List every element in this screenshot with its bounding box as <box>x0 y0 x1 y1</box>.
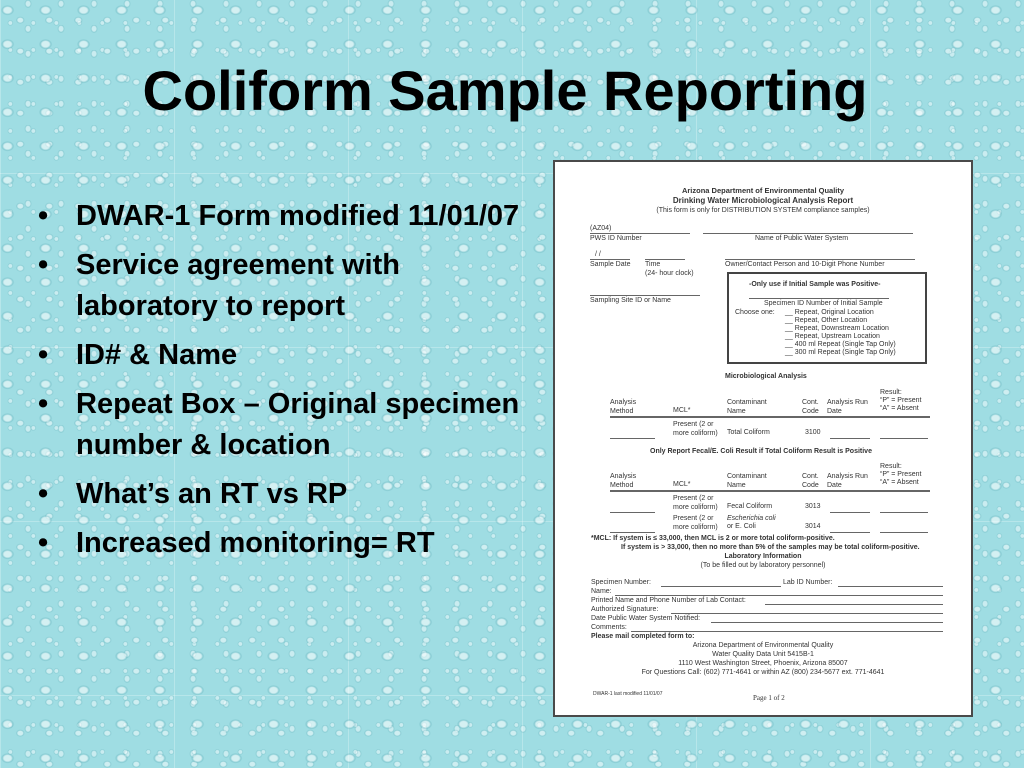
form-code-3100: 3100 <box>805 429 821 436</box>
form-site-label: Sampling Site ID or Name <box>590 297 671 304</box>
form-analysis-method-2: Analysis Method <box>610 473 637 489</box>
form-run-date: Analysis Run Date <box>827 399 868 415</box>
form-line <box>830 532 870 533</box>
form-contaminant-name: Contaminant Name <box>727 399 767 415</box>
form-sample-date-label: Sample Date <box>590 261 631 268</box>
form-code-3013: 3013 <box>805 503 821 510</box>
form-mcl-note-1: *MCL: If system is ≤ 33,000, then MCL is 2 or more total coliform-positive. <box>591 535 835 542</box>
dwar-form-image <box>553 160 973 717</box>
form-analysis-method: Analysis Method <box>610 399 637 415</box>
form-specimen-number: Specimen Number: <box>591 579 651 586</box>
form-cont-code-2: Cont. Code <box>802 473 819 489</box>
form-printed-name: Printed Name and Phone Number of Lab Contact: <box>591 597 746 604</box>
form-line <box>661 586 781 587</box>
form-line <box>838 586 943 587</box>
form-line <box>671 613 943 614</box>
form-line <box>880 438 928 439</box>
form-time-note: (24- hour clock) <box>645 270 694 277</box>
form-lab-info-note: (To be filled out by laboratory personnel) <box>700 562 826 569</box>
form-subtitle: (This form is only for DISTRIBUTION SYSTEM compliance samples) <box>656 207 870 214</box>
form-code-3014: 3014 <box>805 523 821 530</box>
form-addr-1: Arizona Department of Environmental Quality <box>692 642 834 649</box>
repeat-option: __ 400 ml Repeat (Single Tap Only) <box>785 341 896 348</box>
form-rule <box>610 416 930 418</box>
form-pws-id-label: PWS ID Number <box>590 235 642 242</box>
repeat-option: __ 300 ml Repeat (Single Tap Only) <box>785 349 896 356</box>
form-lab-id: Lab ID Number: <box>783 579 833 586</box>
form-agency: Arizona Department of Environmental Quality <box>681 186 845 195</box>
form-cont-code: Cont. Code <box>802 399 819 415</box>
bullet-item: • Service agreement with laboratory to report <box>38 249 400 322</box>
form-date-slashes: / / <box>595 251 601 258</box>
form-line <box>830 438 870 439</box>
form-comments: Comments: <box>591 624 627 631</box>
form-rule <box>610 490 930 492</box>
form-line <box>711 622 943 623</box>
form-fecal-coliform: Fecal Coliform <box>727 503 773 510</box>
form-line <box>880 532 928 533</box>
bullet-item: • ID# & Name <box>38 339 238 371</box>
repeat-sample-box <box>727 272 927 364</box>
form-mail-to: Please mail completed form to: <box>591 633 695 640</box>
form-result-label: Result: <box>880 389 902 396</box>
form-date-notified: Date Public Water System Notified: <box>591 615 701 622</box>
form-absent-note: “A” = Absent <box>880 405 919 412</box>
form-lab-info: Laboratory Information <box>724 553 802 560</box>
form-owner-label: Owner/Contact Person and 10-Digit Phone Number <box>725 261 885 268</box>
form-ecoli: or E. Coli <box>727 523 756 530</box>
repeat-option: __ Repeat, Other Location <box>785 317 868 324</box>
form-micro-heading: Microbiological Analysis <box>725 373 807 380</box>
form-present-2: Present (2 or more coliform) <box>673 421 718 437</box>
slide-title: Coliform Sample Reporting <box>142 59 868 122</box>
form-fecal-heading: Only Report Fecal/E. Coli Result if Total Coliform Result is Positive <box>650 448 872 455</box>
form-line <box>880 512 928 513</box>
bullet-list <box>36 196 526 572</box>
form-title: Drinking Water Microbiological Analysis Report <box>672 196 854 205</box>
form-line <box>765 604 943 605</box>
form-line <box>610 532 655 533</box>
form-result-label-2: Result: <box>880 463 902 470</box>
bullet-item: • Increased monitoring= RT <box>38 527 435 559</box>
form-pws-name-label: Name of Public Water System <box>755 235 849 242</box>
form-footer-left: DWAR-1 last modified 11/01/07 <box>593 691 663 697</box>
form-present-note: “P” = Present <box>880 397 922 404</box>
repeat-box-specimen-label: Specimen ID Number of Initial Sample <box>764 300 883 307</box>
form-total-coliform: Total Coliform <box>727 429 770 436</box>
form-present-ecoli: Present (2 or more coliform) <box>673 515 718 531</box>
form-ecoli-italic: Escherichia coli <box>727 515 776 522</box>
form-absent-note-2: “A” = Absent <box>880 479 919 486</box>
form-time-label: Time <box>645 261 661 268</box>
bullet-item: • DWAR-1 Form modified 11/01/07 <box>38 200 520 232</box>
form-az-code: (AZ04) <box>590 225 612 232</box>
form-mcl-note-2: If system is > 33,000, then no more than 5% of the samples may be total coliform-positive. <box>621 544 920 551</box>
form-footer-page: Page 1 of 2 <box>753 694 785 702</box>
form-addr-3: 1110 West Washington Street, Phoenix, Arizona 85007 <box>678 660 848 667</box>
form-addr-2: Water Quality Data Unit 5415B-1 <box>712 651 814 658</box>
form-line <box>610 512 655 513</box>
form-contaminant-name-2: Contaminant Name <box>727 473 767 489</box>
form-present-fecal: Present (2 or more coliform) <box>673 495 718 511</box>
repeat-option: __ Repeat, Upstream Location <box>785 333 880 340</box>
bullet-item: • What’s an RT vs RP <box>38 478 348 510</box>
form-line <box>830 512 870 513</box>
repeat-option: __ Repeat, Original Location <box>785 309 874 316</box>
repeat-box-heading: -Only use if Initial Sample was Positive- <box>749 281 881 288</box>
repeat-option: __ Repeat, Downstream Location <box>785 325 889 332</box>
form-authorized-sig: Authorized Signature: <box>591 606 659 613</box>
form-present-note-2: “P” = Present <box>880 471 922 478</box>
form-line <box>610 438 655 439</box>
form-addr-4: For Questions Call: (602) 771-4641 or within AZ (800) 234-5677 ext. 771-4641 <box>641 669 885 676</box>
form-name-label: Name: <box>591 588 612 595</box>
repeat-box-choose: Choose one: <box>735 309 775 316</box>
bullet-item: • Repeat Box – Original specimen number & location <box>38 388 520 461</box>
form-run-date-2: Analysis Run Date <box>827 473 868 489</box>
form-mcl-label-2: MCL* <box>673 481 691 488</box>
form-mcl-label: MCL* <box>673 407 691 414</box>
